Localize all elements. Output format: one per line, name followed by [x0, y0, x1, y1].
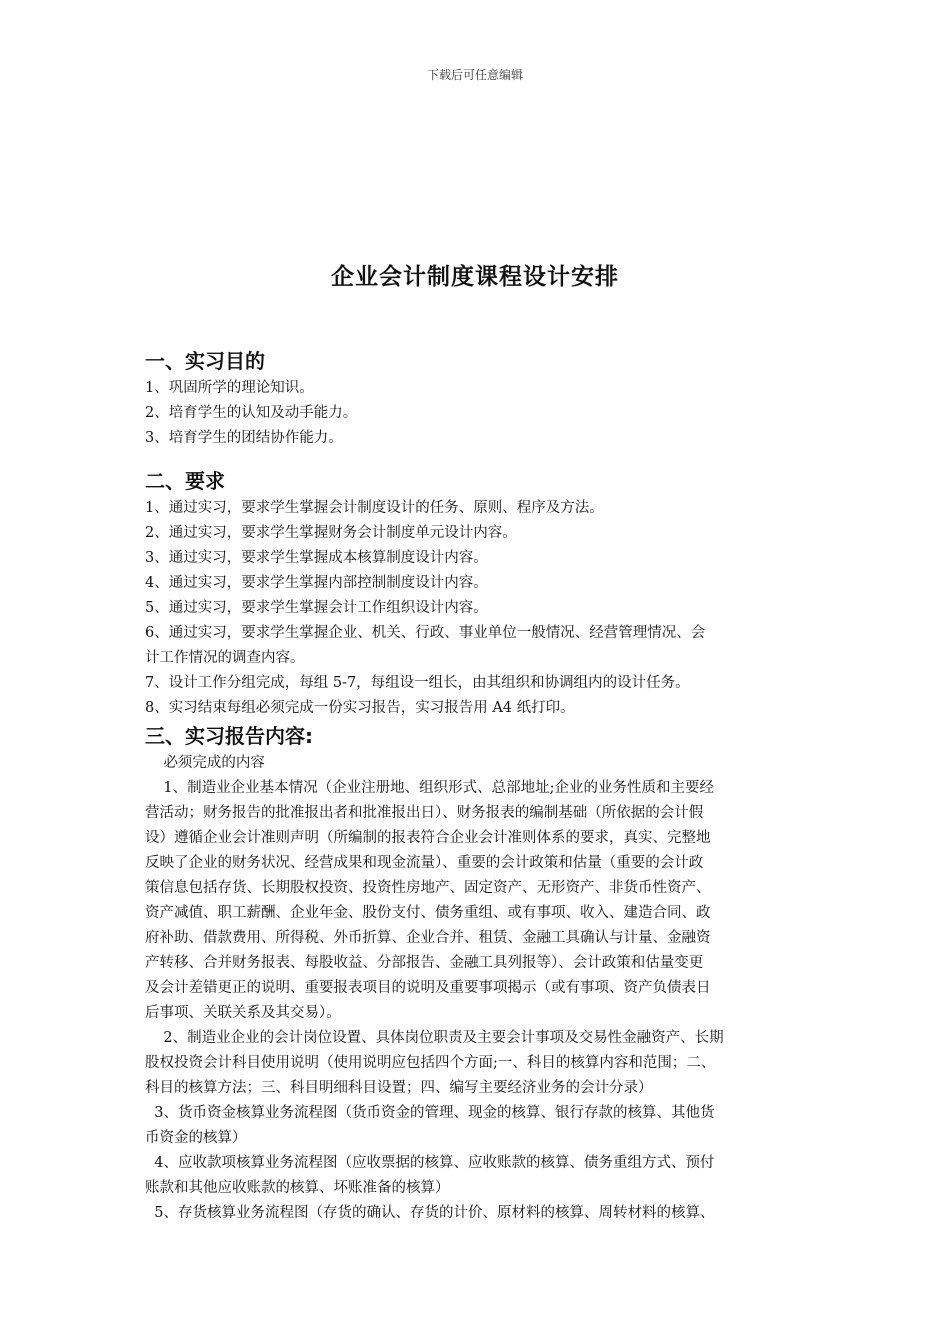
paragraph-line: 科目的核算方法；三、科目明细科目设置；四、编写主要经济业务的会计分录） [145, 1080, 653, 1096]
paragraph-line: 7、设计工作分组完成，每组 5-7，每组设一组长，由其组织和协调组内的设计任务。 [145, 675, 690, 691]
paragraph-line: 2、通过实习，要求学生掌握财务会计制度单元设计内容。 [145, 525, 517, 541]
paragraph-line: 6、通过实习，要求学生掌握企业、机关、行政、事业单位一般情况、经营管理情况、会 [145, 625, 706, 641]
document-body [145, 346, 810, 1226]
paragraph-line: 设）遵循企业会计准则声明（所编制的报表符合企业会计准则体系的要求，真实、完整地 [145, 830, 711, 846]
paragraph-line: 1、制造业企业基本情况（企业注册地、组织形式、总部地址;企业的业务性质和主要经 [145, 780, 715, 796]
section-heading-purpose: 一、实习目的 [145, 349, 265, 373]
header-note: 下载后可任意编辑 [426, 68, 523, 82]
paragraph-line: 股权投资会计科目使用说明（使用说明应包括四个方面;一、科目的核算内容和范围；二、 [145, 1055, 716, 1071]
paragraph-line: 策信息包括存货、长期股权投资、投资性房地产、固定资产、无形资产、非货币性资产、 [145, 880, 711, 896]
paragraph-line: 3、培育学生的团结协作能力。 [145, 430, 343, 446]
paragraph-line: 计工作情况的调查内容。 [145, 650, 305, 666]
paragraph-line: 2、培育学生的认知及动手能力。 [145, 405, 358, 421]
paragraph-line: 产转移、合并财务报表、每股收益、分部报告、金融工具列报等）、会计政策和估量变更 [145, 955, 704, 971]
paragraph-line: 反映了企业的财务状况、经营成果和现金流量）、重要的会计政策和估量（重要的会计政 [145, 855, 704, 871]
document-title: 企业会计制度课程设计安排 [331, 264, 619, 290]
paragraph-line: 5、通过实习，要求学生掌握会计工作组织设计内容。 [145, 600, 488, 616]
paragraph-line: 3、通过实习，要求学生掌握成本核算制度设计内容。 [145, 550, 488, 566]
paragraph-line: 账款和其他应收账款的核算、坏账准备的核算） [145, 1180, 450, 1196]
paragraph-line: 4、通过实习，要求学生掌握内部控制制度设计内容。 [145, 575, 488, 591]
section-heading-report-content: 三、实习报告内容: [145, 724, 313, 748]
paragraph-line: 必须完成的内容 [145, 755, 265, 771]
paragraph-line: 1、巩固所学的理论知识。 [145, 380, 314, 396]
paragraph-line: 营活动；财务报告的批准报出者和批准报出日）、财务报表的编制基础（所依据的会计假 [145, 805, 704, 821]
section-heading-requirements: 二、要求 [145, 469, 225, 493]
paragraph-line: 3、货币资金核算业务流程图（货币资金的管理、现金的核算、银行存款的核算、其他货 [145, 1105, 715, 1121]
paragraph-line: 5、存货核算业务流程图（存货的确认、存货的计价、原材料的核算、周转材料的核算、 [145, 1205, 715, 1221]
paragraph-line: 1、通过实习，要求学生掌握会计制度设计的任务、原则、程序及方法。 [145, 500, 604, 516]
paragraph-line: 2、制造业企业的会计岗位设置、具体岗位职责及主要会计事项及交易性金融资产、长期 [145, 1030, 724, 1046]
paragraph-line: 后事项、关联关系及其交易）。 [145, 1005, 341, 1021]
paragraph-line: 4、应收款项核算业务流程图（应收票据的核算、应收账款的核算、债务重组方式、预付 [145, 1155, 715, 1171]
paragraph-line: 币资金的核算） [145, 1130, 247, 1146]
paragraph-line: 及会计差错更正的说明、重要报表项目的说明及重要事项揭示（或有事项、资产负债表日 [145, 980, 711, 996]
paragraph-line: 8、实习结束每组必须完成一份实习报告，实习报告用 A4 纸打印。 [145, 700, 575, 716]
paragraph-line: 资产减值、职工薪酬、企业年金、股份支付、债务重组、或有事项、收入、建造合同、政 [145, 905, 711, 921]
paragraph-line: 府补助、借款费用、所得税、外币折算、企业合并、租赁、金融工具确认与计量、金融资 [145, 930, 711, 946]
